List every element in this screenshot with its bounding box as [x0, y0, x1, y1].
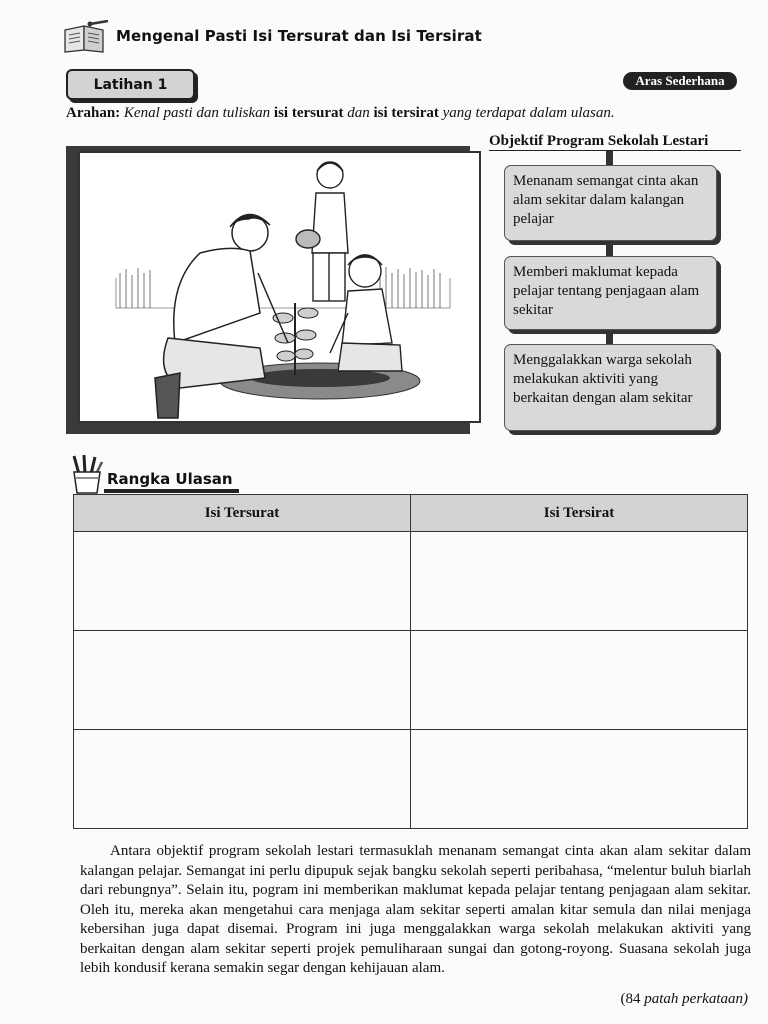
connector-line: [606, 241, 613, 256]
answer-cell[interactable]: [74, 631, 411, 730]
answer-cell[interactable]: [411, 631, 748, 730]
objective-box-1: Menanam semangat cinta akan alam sekitar dalam kalangan pelajar: [504, 165, 717, 241]
answer-cell[interactable]: [411, 532, 748, 631]
exercise-label: Latihan 1: [66, 69, 195, 100]
column-header: Isi Tersirat: [411, 495, 748, 532]
instruction-bold-2: isi tersirat: [373, 105, 439, 121]
objective-box-2: Memberi maklumat kepada pelajar tentang penjagaan alam sekitar: [504, 256, 717, 330]
section-underline: [104, 489, 239, 493]
word-count-number: (84: [620, 991, 641, 1007]
column-header: Isi Tersurat: [74, 495, 411, 532]
answer-cell[interactable]: [74, 532, 411, 631]
answer-cell[interactable]: [74, 730, 411, 829]
objectives-title: Objektif Program Sekolah Lestari: [489, 133, 709, 149]
book-icon: [62, 20, 110, 54]
connector-line: [606, 151, 613, 165]
connector-line: [606, 330, 613, 344]
instruction-text-1: Kenal pasti dan tuliskan: [123, 105, 271, 121]
illustration: [78, 151, 481, 423]
answer-table: [73, 494, 748, 829]
instruction-bold-1: isi tersurat: [273, 105, 344, 121]
objective-box-3: Menggalakkan warga sekolah melakukan aktiviti yang berkaitan dengan alam sekitar: [504, 344, 717, 431]
table-header-row: [74, 495, 748, 532]
instruction-text-3: yang terdapat dalam ulasan.: [442, 105, 615, 121]
answer-cell[interactable]: [411, 730, 748, 829]
instruction-label: Arahan:: [66, 105, 121, 121]
pencil-cup-icon: [70, 454, 104, 494]
section-title: Rangka Ulasan: [107, 470, 233, 488]
word-count-label: patah perkataan): [644, 991, 748, 1007]
level-badge: Aras Sederhana: [623, 72, 737, 90]
objectives-underline: [489, 150, 741, 151]
instruction: [66, 105, 615, 122]
table-row: [74, 532, 748, 631]
instruction-text-2: dan: [347, 105, 370, 121]
table-row: [74, 631, 748, 730]
children-planting-icon: [80, 153, 479, 421]
page-title: Mengenal Pasti Isi Tersurat dan Isi Tersirat: [116, 27, 482, 45]
review-passage: Antara objektif program sekolah lestari termasuklah menanam semangat cinta akan alam sekitar dalam kalangan pelajar. Semangat ini perlu dipupuk sejak bangku sekolah seperti peribahasa, “melentur buluh biarlah dari rebungnya”. Selain itu, pogram ini memberikan maklumat kepada pelajar tentang penjagaan alam sekitar. Oleh itu, mereka akan mengetahui cara menjaga alam sekitar seperti amalan kitar semula dan nilai menjaga kebersihan juga dapat disemai. Program ini juga menggalakkan warga sekolah melakukan aktiviti yang berkaitan dengan alam sekitar seperti projek pemuliharaan sungai dan gotong-royong. Suasana sekolah juga lebih kondusif kerana semakin segar dengan kehijauan alam.: [80, 843, 751, 976]
word-count: [621, 991, 748, 1008]
table-row: [74, 730, 748, 829]
